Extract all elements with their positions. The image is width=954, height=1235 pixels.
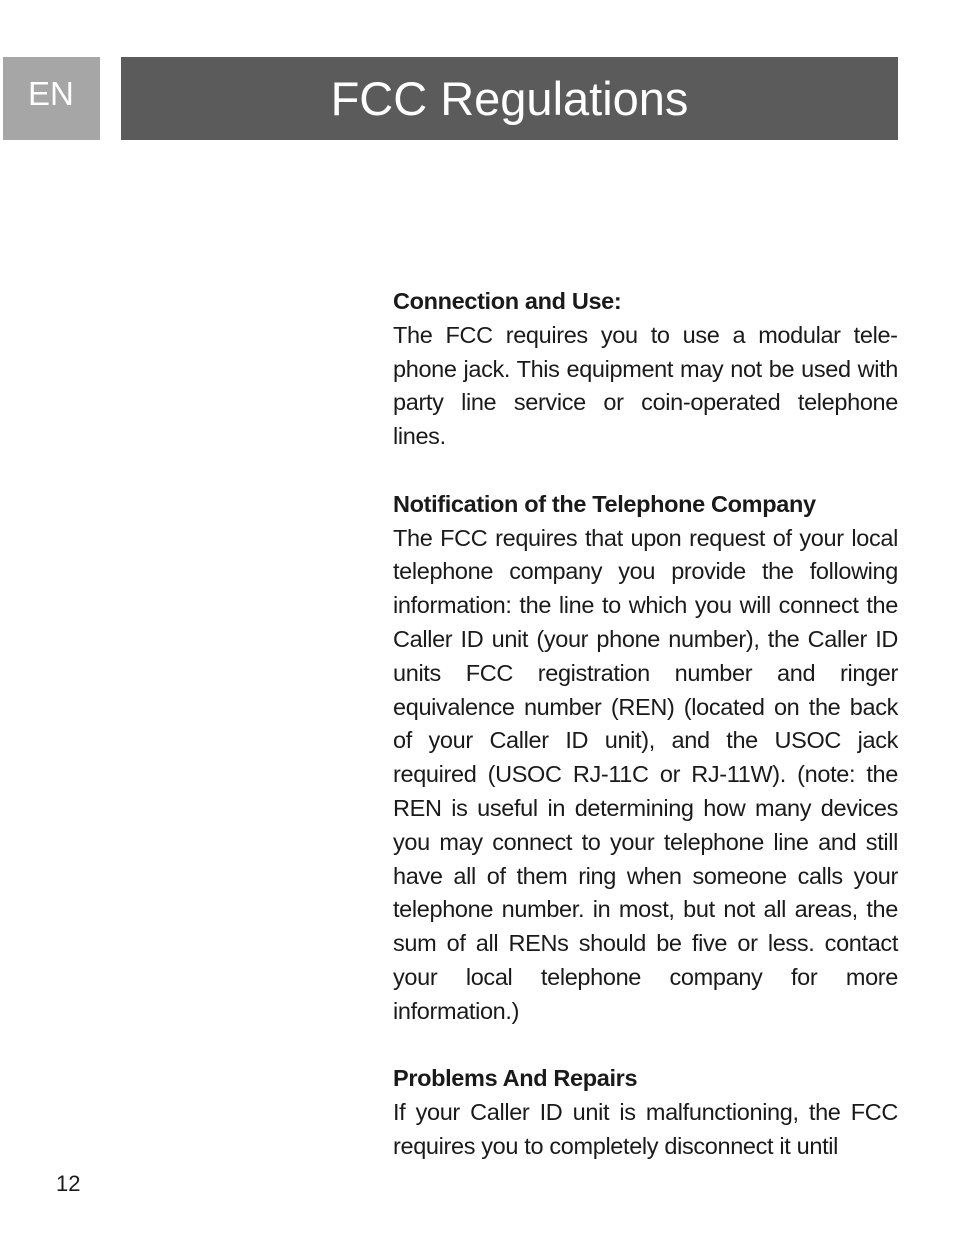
section-heading: Problems And Repairs [393,1065,638,1092]
section-connection-and-use [393,285,898,454]
main-content [393,285,898,1164]
section-heading: Connection and Use: [393,288,622,314]
section-heading: Notification of the Telephone Company [393,490,816,517]
section-body: If your Caller ID unit is malfunctioning, the FCC requires you to completely disconnect it until [393,1099,898,1159]
section-body: The FCC requires you to use a modular telephone jack. This equipment may not be used with party line service or coin-operated telephone lines. [393,321,898,450]
page-title: FCC Regulations [330,72,689,125]
page-number: 12 [56,1171,81,1196]
language-label: EN [28,75,74,112]
language-tab [3,57,100,140]
section-body: The FCC requires that upon request of your local telephone company you provide the following information: the line to which you will connect the Caller ID unit (your phone number), the Caller ID units FCC registration number and ringer equivalence number (REN) (located on the back of your Caller ID unit), and the USOC jack required (USOC RJ-11C or RJ-11W). (note: the REN is useful in determining how many devices you may connect to your telephone line and still have all of them ring when someone calls your telephone number. in most, but not all areas, the sum of all RENs should be five or less. contact your local telephone company for more information.) [393,524,898,1024]
title-bar [121,57,898,140]
section-notification [393,488,898,1029]
section-problems-and-repairs [393,1062,898,1163]
